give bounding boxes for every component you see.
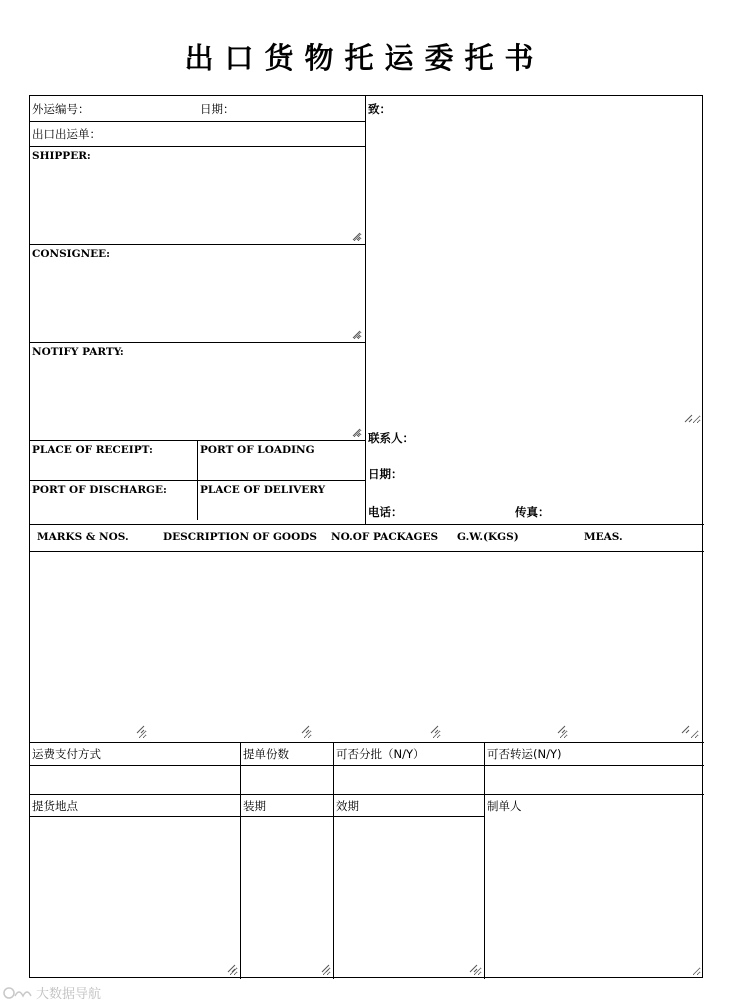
consignee-field[interactable] <box>32 262 362 340</box>
place-of-receipt-label: PLACE OF RECEIPT: <box>32 444 153 456</box>
validity-label: 效期 <box>336 799 359 813</box>
port-of-discharge-label: PORT OF DISCHARGE: <box>32 484 167 496</box>
freight-payment-label: 运费支付方式 <box>32 747 101 761</box>
export-doc-label: 出口出运单： <box>32 127 101 141</box>
gross-weight-header: G.W.(KGS) <box>457 531 519 543</box>
packages-field[interactable] <box>315 554 441 739</box>
divider <box>30 146 365 147</box>
bl-copies-label: 提单份数 <box>243 747 289 761</box>
partial-shipment-label: 可否分批（N/Y） <box>336 747 425 761</box>
consignee-label: CONSIGNEE: <box>32 248 111 260</box>
consignment-form <box>29 95 703 978</box>
contact-date-label: 日期： <box>368 467 403 481</box>
preparer-field[interactable] <box>487 816 701 976</box>
watermark <box>3 983 101 1004</box>
divider <box>30 551 704 552</box>
marks-field[interactable] <box>32 554 147 739</box>
divider <box>365 96 366 524</box>
bl-copies-field[interactable] <box>242 767 335 794</box>
shipment-period-label: 装期 <box>243 799 266 813</box>
contact-person-label: 联系人： <box>368 431 414 445</box>
validity-field[interactable] <box>336 819 482 976</box>
divider <box>30 742 704 743</box>
divider <box>30 765 704 766</box>
fax-label: 传真： <box>515 505 550 519</box>
divider <box>30 816 484 817</box>
divider <box>30 794 704 795</box>
transshipment-label: 可否转运(N/Y) <box>487 747 562 761</box>
to-label: 致： <box>368 102 391 116</box>
phone-label: 电话： <box>368 505 403 519</box>
form-title: 出口货物托运委托书 <box>184 41 545 75</box>
port-of-loading-label: PORT OF LOADING <box>200 444 315 456</box>
date-label: 日期： <box>200 102 235 116</box>
preparer-label: 制单人 <box>487 799 522 813</box>
gross-weight-field[interactable] <box>444 554 568 739</box>
notify-party-label: NOTIFY PARTY: <box>32 346 124 358</box>
shipper-label: SHIPPER: <box>32 150 91 162</box>
measurement-header: MEAS. <box>584 531 623 543</box>
description-header: DESCRIPTION OF GOODS <box>163 531 317 543</box>
divider <box>30 244 365 245</box>
watermark-logo-icon <box>3 986 33 1004</box>
shipper-field[interactable] <box>32 164 362 242</box>
ext-no-label: 外运编号： <box>32 102 90 116</box>
watermark-text: 大数据导航 <box>36 987 102 1002</box>
divider <box>30 524 704 525</box>
packages-header: NO.OF PACKAGES <box>331 531 439 543</box>
freight-payment-field[interactable] <box>31 767 242 794</box>
shipment-period-field[interactable] <box>243 819 331 976</box>
description-field[interactable] <box>150 554 312 739</box>
pickup-location-field[interactable] <box>32 819 238 976</box>
measurement-field[interactable] <box>571 554 699 739</box>
divider <box>30 121 365 122</box>
place-of-delivery-label: PLACE OF DELIVERY <box>200 484 326 496</box>
divider <box>197 440 198 520</box>
pickup-location-label: 提货地点 <box>32 799 78 813</box>
marks-header: MARKS & NOS. <box>37 531 129 543</box>
notify-party-field[interactable] <box>32 360 362 438</box>
transshipment-field[interactable] <box>486 767 705 794</box>
to-field[interactable] <box>368 116 701 424</box>
divider <box>30 342 365 343</box>
partial-shipment-field[interactable] <box>335 767 486 794</box>
